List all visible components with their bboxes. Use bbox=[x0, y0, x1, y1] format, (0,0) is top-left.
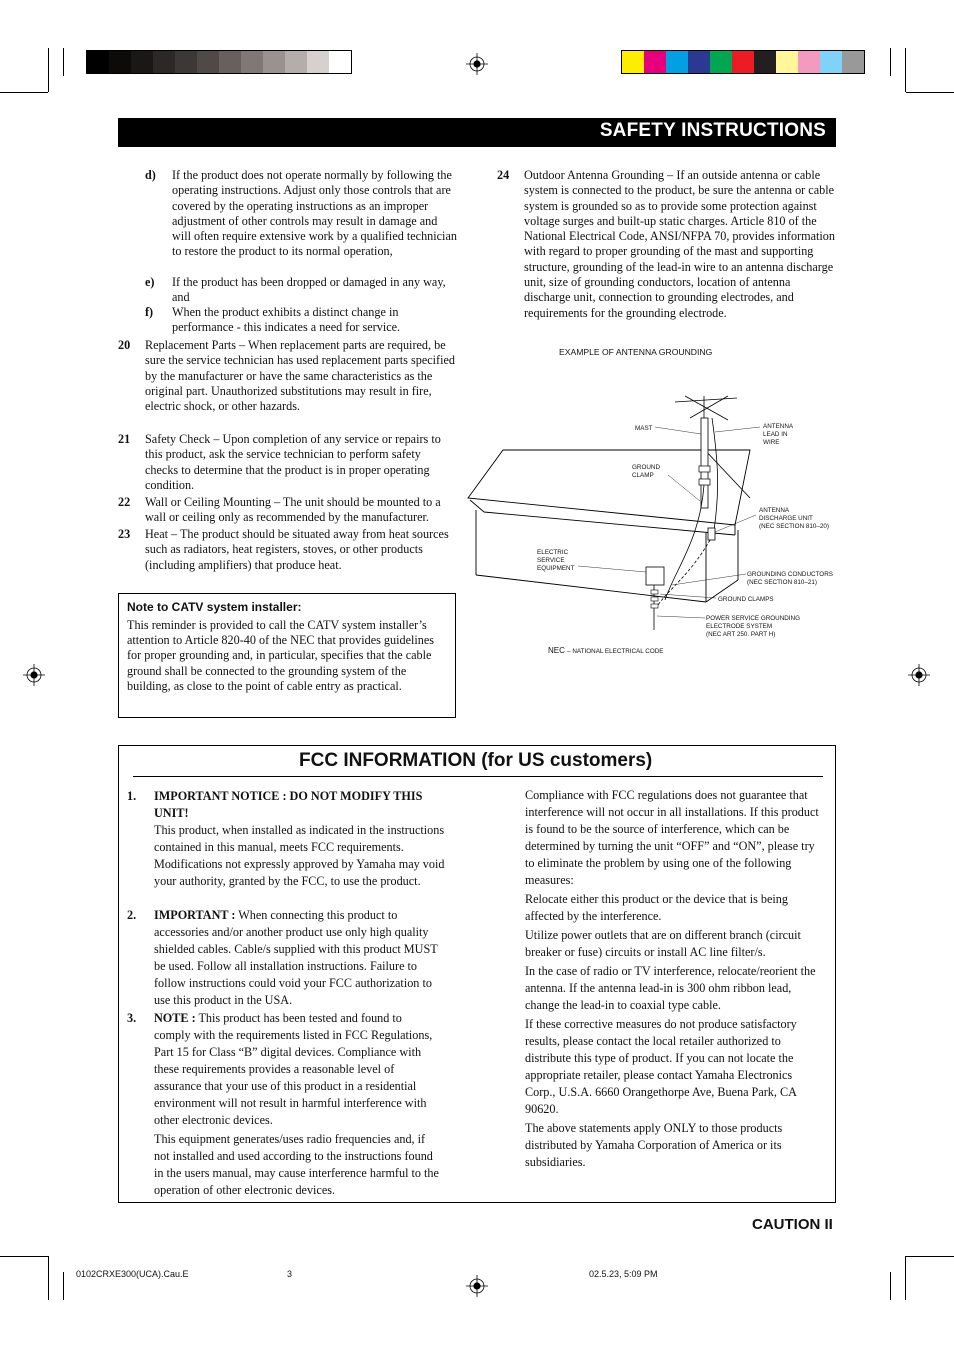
crop-mark bbox=[890, 48, 891, 76]
calibration-swatch bbox=[732, 51, 754, 73]
ground-clamp bbox=[651, 597, 658, 601]
fcc-paragraph: If these corrective measures do not produce satisfactory results, please contact the local retailer authorized to distribute this type of product. If you can not locate the appropriate retailer, please contact Yamaha Electronics Corp., U.S.A. 6660 Orangethorpe Ave, Buena Park, CA 90620. bbox=[525, 1017, 797, 1116]
ground-clamp bbox=[651, 590, 658, 594]
label-grounding-conductors: (NEC SECTION 810–21) bbox=[747, 579, 817, 586]
ground-clamp bbox=[651, 604, 658, 608]
calibration-swatch bbox=[87, 51, 109, 73]
crop-mark bbox=[906, 1256, 954, 1257]
mast bbox=[701, 418, 708, 508]
calibration-swatch bbox=[820, 51, 842, 73]
label-power-service: ELECTRODE SYSTEM bbox=[706, 623, 773, 630]
label-discharge-unit: ANTENNA bbox=[759, 507, 790, 514]
label-power-service: (NEC ART 250. PART H) bbox=[706, 631, 776, 638]
label-discharge-unit: DISCHARGE UNIT bbox=[759, 515, 813, 522]
catv-note-title: Note to CATV system installer: bbox=[127, 600, 302, 614]
calibration-swatch bbox=[798, 51, 820, 73]
calibration-swatch bbox=[329, 51, 351, 73]
item-number: 3. bbox=[127, 1011, 137, 1025]
section-header-bar bbox=[118, 118, 836, 147]
label-antenna-lead: ANTENNA bbox=[763, 423, 794, 430]
calibration-swatch bbox=[263, 51, 285, 73]
registration-mark-icon bbox=[908, 664, 930, 686]
item-text: Safety Check – Upon completion of any service or repairs to this product, ask the service technician to perform safety checks to determine that the product is in proper operating condition. bbox=[145, 432, 441, 492]
leader-line bbox=[715, 427, 760, 432]
label-grounding-conductors: GROUNDING CONDUCTORS bbox=[747, 571, 833, 578]
calibration-swatch bbox=[644, 51, 666, 73]
leader-line bbox=[578, 566, 646, 572]
grounding-conductor bbox=[658, 540, 710, 605]
label-electric-service: EQUIPMENT bbox=[537, 565, 575, 572]
item-number: 1. bbox=[127, 789, 137, 803]
item-number: f) bbox=[145, 305, 154, 319]
item-heading: IMPORTANT NOTICE : DO NOT MODIFY THIS UNIT! bbox=[154, 789, 423, 820]
crop-mark bbox=[0, 1256, 48, 1257]
calibration-swatch bbox=[219, 51, 241, 73]
item-heading: IMPORTANT : bbox=[154, 908, 236, 922]
label-power-service: POWER SERVICE GROUNDING bbox=[706, 615, 800, 622]
calibration-swatch bbox=[622, 51, 644, 73]
calibration-swatch bbox=[666, 51, 688, 73]
caution-label: CAUTION II bbox=[752, 1216, 833, 1233]
item-text: Wall or Ceiling Mounting – The unit should be mounted to a wall or ceiling only as recommended by the manufacturer. bbox=[145, 495, 441, 525]
label-ground-clamps: GROUND CLAMPS bbox=[718, 596, 774, 603]
registration-mark-icon bbox=[466, 1275, 488, 1297]
catv-note-box bbox=[118, 593, 456, 718]
leader-line bbox=[655, 427, 701, 434]
leader-line bbox=[672, 574, 746, 585]
calibration-swatch bbox=[109, 51, 131, 73]
item-text: This product, when installed as indicated in the instructions contained in this manual, meets FCC requirements. Modifications not expressly approved by Yamaha may void your authority, granted by the FCC, to use the product. bbox=[154, 823, 445, 888]
crop-mark bbox=[890, 1272, 891, 1300]
calibration-swatch bbox=[153, 51, 175, 73]
calibration-swatch bbox=[710, 51, 732, 73]
footer-filename: 0102CRXE300(UCA).Cau.E bbox=[76, 1269, 189, 1279]
label-discharge-unit: (NEC SECTION 810–20) bbox=[759, 523, 829, 530]
crop-mark bbox=[905, 48, 906, 92]
item-text: This product has been tested and found to comply with the requirements listed in FCC Regulations, Part 15 for Class “B” digital devices. Compliance with these requirements provides a reasonable level of assurance that your use of this product in a residential environment will not result in harmful interference with other electronic devices. bbox=[154, 1011, 433, 1127]
crop-mark bbox=[48, 1256, 49, 1300]
calibration-swatch bbox=[307, 51, 329, 73]
item-text: Replacement Parts – When replacement parts are required, be sure the service technician has used replacement parts specified by the manufacturer or have the same characteristics as the original part. Unauthorized substitutions may result in fire, electric shock, or other hazards. bbox=[145, 338, 455, 414]
item-number: d) bbox=[145, 168, 156, 182]
label-electric-service: ELECTRIC bbox=[537, 549, 569, 556]
footer-date: 02.5.23, 5:09 PM bbox=[589, 1269, 658, 1279]
color-calibration-bars bbox=[621, 50, 865, 74]
fcc-info-box bbox=[118, 745, 836, 1203]
calibration-swatch bbox=[754, 51, 776, 73]
fcc-title-rule bbox=[133, 776, 823, 777]
item-number: 22 bbox=[118, 495, 131, 509]
fcc-right-column bbox=[525, 787, 823, 1171]
item-heading: NOTE : bbox=[154, 1011, 196, 1025]
item-number: 20 bbox=[118, 338, 131, 352]
crop-mark bbox=[906, 92, 954, 93]
antenna-element bbox=[675, 398, 737, 402]
label-ground-clamp: CLAMP bbox=[632, 472, 654, 479]
roof-edge bbox=[470, 500, 484, 512]
label-mast: MAST bbox=[635, 425, 653, 432]
fcc-paragraph: Compliance with FCC regulations does not guarantee that interference will not occur in all installations. If this product is found to be the source of interference, which can be determined by turning the unit “OFF” and “ON”, please try to eliminate the problem by using one of the following measures: bbox=[525, 788, 819, 887]
section-title: SAFETY INSTRUCTIONS bbox=[599, 120, 826, 141]
house-wall bbox=[476, 575, 706, 602]
label-ground-clamp: GROUND bbox=[632, 464, 660, 471]
electric-service-box bbox=[646, 567, 664, 585]
item-number: 24 bbox=[497, 168, 510, 182]
antenna-element bbox=[690, 396, 728, 418]
leader-line bbox=[657, 616, 705, 618]
registration-mark-icon bbox=[23, 664, 45, 686]
crop-mark bbox=[63, 48, 64, 76]
footer-page: 3 bbox=[287, 1269, 293, 1279]
calibration-swatch bbox=[776, 51, 798, 73]
ground-clamp bbox=[699, 466, 710, 472]
calibration-swatch bbox=[842, 51, 864, 73]
nec-full: – NATIONAL ELECTRICAL CODE bbox=[567, 648, 664, 655]
crop-mark bbox=[63, 1272, 64, 1300]
item-text: Heat – The product should be situated away from heat sources such as radiators, heat registers, stoves, or other products (including amplifiers) that produce heat. bbox=[145, 527, 449, 572]
item-text: If the product has been dropped or damaged in any way, and bbox=[172, 275, 446, 305]
calibration-swatch bbox=[131, 51, 153, 73]
item-text: When the product exhibits a distinct change in performance - this indicates a need for service. bbox=[172, 305, 401, 335]
label-antenna-lead: WIRE bbox=[763, 439, 780, 446]
item-text: When connecting this product to accessories and/or another product use only high quality shielded cables. Cable/s supplied with this product MUST be used. Follow all installation instructions. Failure to follow instructions could void your FCC authorization to use this product in the USA. bbox=[154, 908, 438, 1007]
calibration-swatch bbox=[175, 51, 197, 73]
calibration-swatch bbox=[197, 51, 219, 73]
registration-mark-icon bbox=[466, 53, 488, 75]
crop-mark bbox=[0, 92, 48, 93]
fcc-paragraph: Utilize power outlets that are on different branch (circuit breaker or fuse) circuits or install AC line filter/s. bbox=[525, 928, 801, 959]
calibration-swatch bbox=[241, 51, 263, 73]
fcc-paragraph: In the case of radio or TV interference, relocate/reorient the antenna. If the antenna lead-in is 300 ohm ribbon lead, change the lead-in to coaxial type cable. bbox=[525, 964, 816, 1012]
crop-mark bbox=[48, 48, 49, 92]
discharge-unit bbox=[708, 528, 715, 540]
fcc-paragraph: The above statements apply ONLY to those products distributed by Yamaha Corporation of America or its subsidiaries. bbox=[525, 1121, 783, 1169]
item-number: 21 bbox=[118, 432, 131, 446]
calibration-swatch bbox=[688, 51, 710, 73]
crop-mark bbox=[905, 1256, 906, 1300]
nec-legend bbox=[548, 646, 663, 655]
fcc-paragraph: Relocate either this product or the device that is being affected by the interference. bbox=[525, 892, 788, 923]
label-antenna-lead: LEAD IN bbox=[763, 431, 788, 438]
diagram-title: EXAMPLE OF ANTENNA GROUNDING bbox=[559, 347, 713, 357]
fcc-title: FCC INFORMATION (for US customers) bbox=[299, 750, 653, 771]
calibration-swatch bbox=[285, 51, 307, 73]
item-number: e) bbox=[145, 275, 155, 289]
label-electric-service: SERVICE bbox=[537, 557, 565, 564]
ground-clamp bbox=[699, 479, 710, 485]
item-number: 2. bbox=[127, 908, 137, 922]
gray-calibration-bars bbox=[86, 50, 352, 74]
nec-abbr: NEC bbox=[548, 646, 565, 655]
item-number: 23 bbox=[118, 527, 131, 541]
item-text: This equipment generates/uses radio frequencies and, if not installed and used according to the instructions found in the users manual, may cause interference harmful to the operation of other electronic devices. bbox=[154, 1132, 439, 1197]
item-text: If the product does not operate normally by following the operating instructions. Adjust only those controls that are covered by the operating instructions as an improper adjustment of other controls may result in damage and will often require extensive work by a qualified technician to restore the product to its normal operation, bbox=[172, 168, 457, 259]
antenna-grounding-diagram bbox=[460, 390, 850, 660]
item-text: Outdoor Antenna Grounding – If an outside antenna or cable system is connected to the product, be sure the antenna or cable system is grounded so as to provide some protection against voltage surges and built-up static charges. Article 810 of the National Electrical Code, ANSI/NFPA 70, provides information with regard to proper grounding of the mast and supporting structure, grounding of the lead-in wire to an antenna discharge unit, size of grounding conductors, location of antenna discharge unit, connection to grounding electrodes, and requirements for the grounding electrode. bbox=[524, 168, 835, 320]
catv-note-body: This reminder is provided to call the CATV system installer’s attention to Article 820-40 of the NEC that provides guidelines for proper grounding and, in particular, specifies that the cable ground shall be connected to the grounding system of the building, as close to the point of cable entry as practical. bbox=[127, 618, 434, 693]
